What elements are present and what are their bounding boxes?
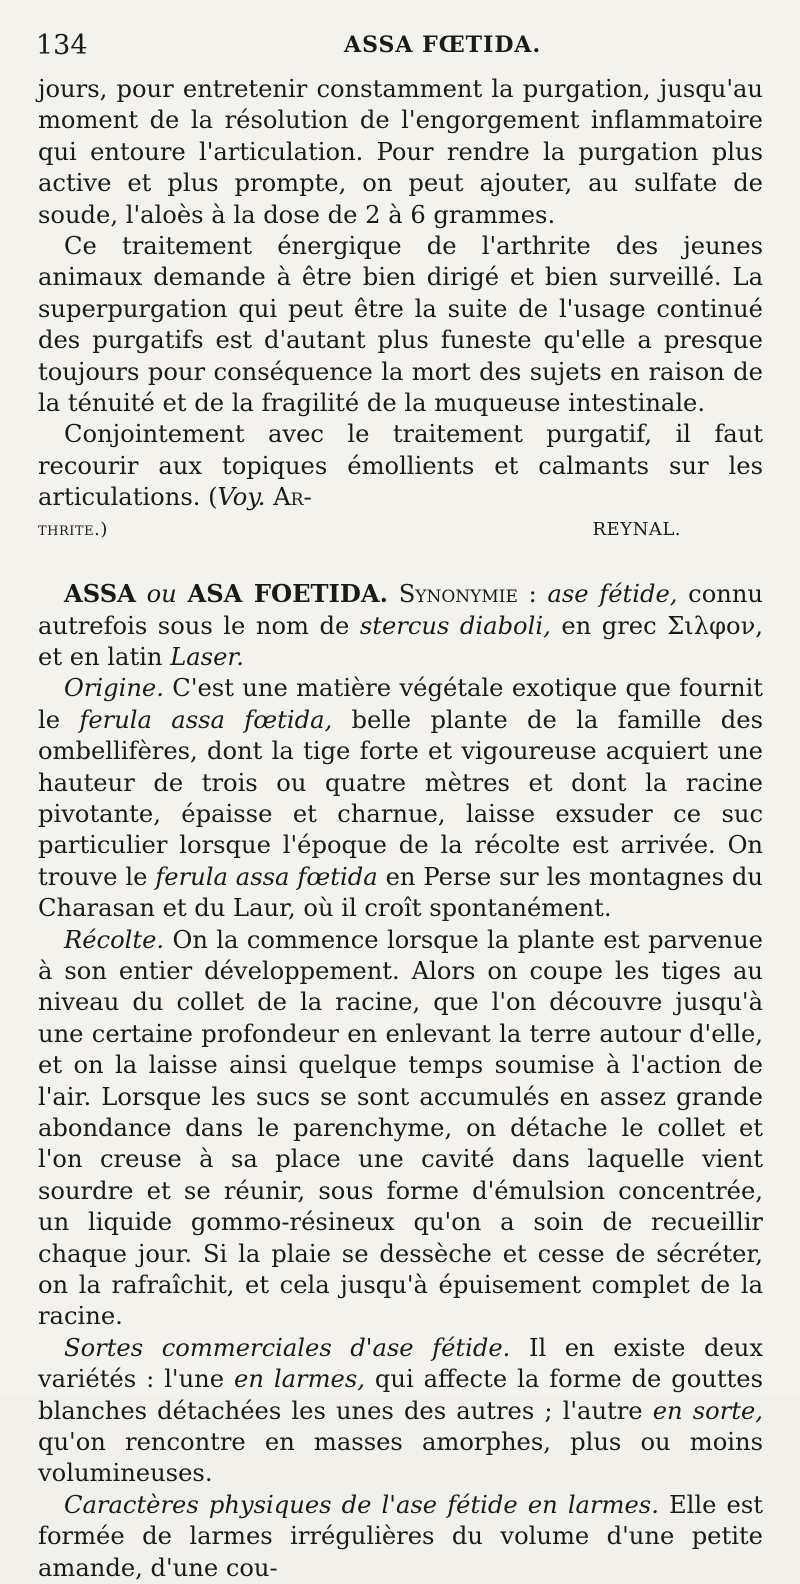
section-origine — [38, 673, 763, 924]
section-text: belle plante de la famille des ombellifères, dont la tige forte et vigoureuse acquiert une hauteur de trois ou quatre mètres et dont la racine pivotante, épaisse et charnue, laisse exsuder ce suc particulier lorsque l'époque de la récolte est arrivée. On trouve le — [38, 705, 763, 891]
section-label: Caractères physiques de l'ase fétide en larmes. — [64, 1490, 659, 1519]
synonym: stercus diaboli, — [359, 611, 551, 640]
body-text — [38, 74, 763, 1584]
section-text: C'est une matière végétale exotique que fournit le — [38, 674, 763, 734]
section-label: Origine. — [64, 674, 164, 703]
section-text: Elle est formée de larmes irrégulières du volume d'une petite amande, d'une cou- — [38, 1490, 763, 1582]
entry-heading — [38, 578, 763, 673]
section-label: Sortes commerciales d'ase fétide. — [64, 1333, 511, 1362]
latin-name: ferula assa fœtida — [155, 862, 378, 891]
paragraph-prev-2: Ce traitement énergique de l'arthrite des jeunes animaux demande à être bien dirigé et bien surveillé. La superpurgation qui peut être la suite de l'usage continué des purgatifs est d'autant plus funeste qu'elle a presque toujours pour conséquence la mort des sujets en raison de la ténuité et de la fragilité de la muqueuse intestinale. — [38, 232, 763, 418]
variety-name: en larmes, — [234, 1365, 365, 1394]
page-number: 134 — [36, 30, 88, 61]
section-gap — [38, 545, 763, 578]
synonymy-label: Synonymie : — [398, 580, 537, 609]
page-header — [36, 30, 766, 64]
synonym: Laser. — [170, 642, 244, 671]
synonym: ase fétide, — [547, 580, 678, 609]
section-text: Il en existe deux variétés : l'une — [38, 1333, 764, 1394]
section-caracteres — [38, 1490, 763, 1584]
paragraph-end-row — [38, 514, 763, 545]
paragraph-prev-1: jours, pour entretenir constamment la purgation, jusqu'au moment de la résolution de l'engorgement inflammatoire qui entoure l'articulation. Pour rendre la purgation plus active et plus prompte, on peut ajouter, au sulfate de soude, l'aloès à la dose de 2 à 6 grammes. — [38, 75, 763, 229]
synonymy-text: connu autrefois sous le nom de — [38, 580, 763, 640]
cross-reference-end: thrite.) — [38, 518, 108, 540]
cross-reference: Voy. — [217, 483, 266, 512]
section-label: Récolte. — [64, 925, 165, 954]
paragraph-text: Conjointement avec le traitement purgatif, il faut recourir aux topiques émollients et calmants sur les articulations. ( — [38, 420, 763, 512]
cross-reference-target: Ar- — [265, 483, 312, 512]
section-text: en Perse sur les montagnes du Charasan et du Laur, où il croît spontanément. — [38, 862, 763, 923]
author-signature: REYNAL. — [592, 518, 681, 540]
section-text: On la commence lorsque la plante est parvenue à son entier développement. Alors on coupe les tiges au niveau du collet de la racine, que l'on découvre jusqu'à une certaine profondeur en enlevant la terre autour d'elle, et on la laisse ainsi quelque temps soumise à l'action de l'air. Lorsque les sucs se sont accumulés en assez grande abondance dans le parenchyme, on détache le collet et l'on creuse à sa place une cavité dans laquelle vient sourdre et se réunir, sous forme d'émulsion concentrée, un liquide gommo-résineux qu'on a soin de recueillir chaque jour. Si la plaie se dessèche et cesse de sécréter, on la rafraîchit, et cela jusqu'à épuisement complet de la racine. — [38, 925, 763, 1331]
running-title: ASSA FŒTIDA. — [344, 32, 542, 58]
section-text: qui affecte la forme de gouttes blanches détachées les unes des autres ; l'autre — [38, 1365, 764, 1425]
section-sortes — [38, 1333, 763, 1490]
section-recolte — [38, 925, 763, 1333]
entry-title-alt: ASA FOETIDA. — [187, 579, 389, 609]
entry-title: ASSA — [64, 579, 136, 609]
entry-title-or: ou — [146, 580, 177, 609]
variety-name: en sorte, — [652, 1396, 763, 1425]
section-text: qu'on rencontre en masses amorphes, plus ou moins volumineuses. — [38, 1428, 763, 1488]
synonymy-text: en grec Σιλφον, et en latin — [38, 611, 763, 671]
latin-name: ferula assa fœtida, — [79, 705, 333, 734]
paragraph-prev-3 — [38, 419, 763, 513]
